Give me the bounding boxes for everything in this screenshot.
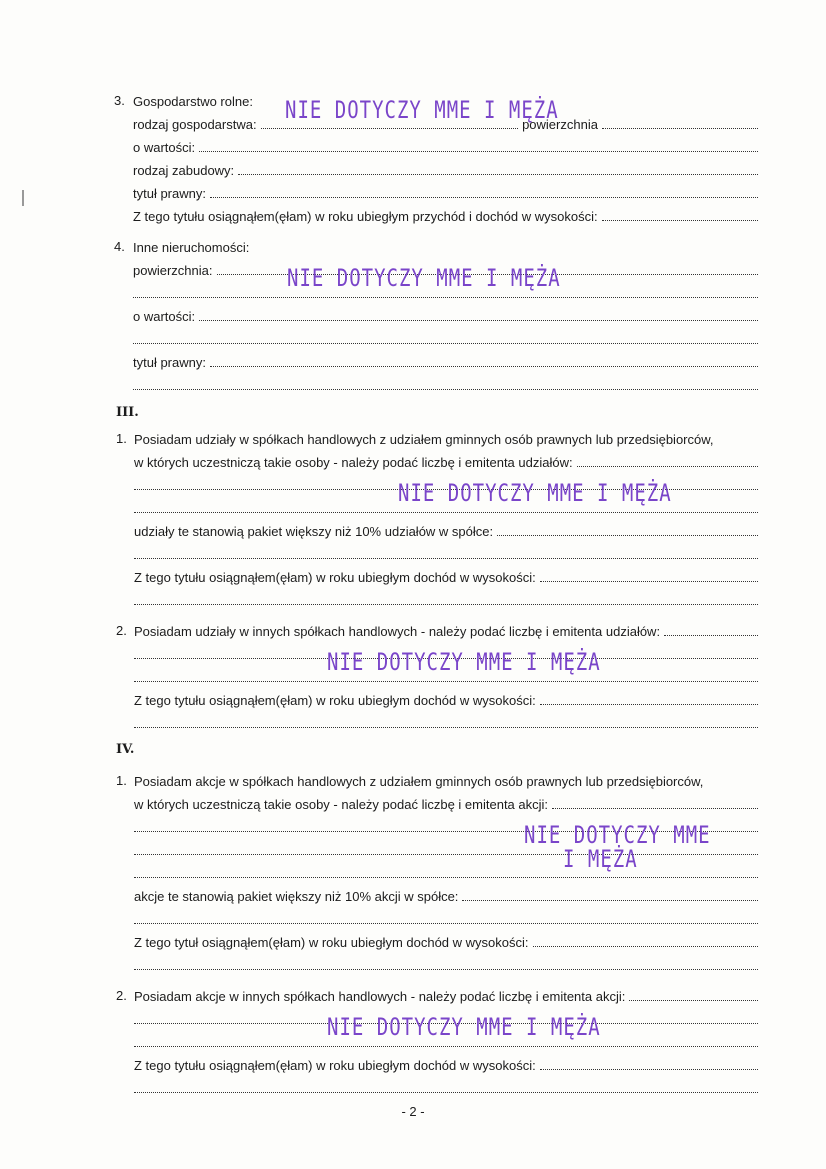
farm-value-field[interactable]: [199, 139, 758, 152]
part-iv-q1-pakiet-field-2[interactable]: [134, 911, 758, 924]
part-iv-q1-income-row: Z tego tytuł osiągnąłem(ęłam) w roku ubiegłym dochód w wysokości:: [134, 934, 758, 952]
farm-type-row: rodzaj gospodarstwa: powierzchnia: [133, 116, 758, 134]
farm-heading: Gospodarstwo rolne:: [133, 94, 253, 109]
other-title-row: tytuł prawny:: [133, 354, 758, 372]
part-iv-q1-income-field-2[interactable]: [134, 957, 758, 970]
farm-area-field[interactable]: [602, 116, 758, 129]
part-iii-item-2-number: 2.: [116, 623, 127, 638]
part-iii-q2-field[interactable]: [664, 623, 758, 636]
part-iv-q2-income-row-2: [134, 1080, 758, 1098]
handwritten-part-iii-q2-note: NIE DOTYCZY MME I MĘŻA: [327, 648, 601, 676]
part-iv-q1-field[interactable]: [552, 796, 758, 809]
other-title-field[interactable]: [210, 354, 758, 367]
part-iv-q1-pakiet-row-2: [134, 911, 758, 929]
handwritten-part-iv-q1-note-a: NIE DOTYCZY MME: [524, 821, 711, 849]
farm-buildings-field[interactable]: [238, 162, 758, 175]
part-iii-q2-line1: Posiadam udziały w innych spółkach handlowych - należy podać liczbę i emitenta udziałów:: [134, 623, 758, 641]
part-iii-q1-pakiet-row: udziały te stanowią pakiet większy niż 10% udziałów w spółce:: [134, 523, 758, 541]
part-iv-q2-income-field-2[interactable]: [134, 1080, 758, 1093]
item-number-3: 3.: [114, 93, 125, 108]
part-iv-q1-line1: Posiadam akcje w spółkach handlowych z udziałem gminnych osób prawnych lub przedsiębiorców,: [134, 774, 704, 789]
part-iv-q2-field[interactable]: [629, 988, 758, 1001]
part-iii-q1-pakiet-field-2[interactable]: [134, 546, 758, 559]
other-area-row: powierzchnia:: [133, 262, 758, 280]
part-iv-item-2-number: 2.: [116, 988, 127, 1003]
other-title-row-2: [133, 377, 758, 395]
handwritten-part-iii-q1-note: NIE DOTYCZY MME I MĘŻA: [398, 479, 672, 507]
farm-income-field[interactable]: [602, 208, 758, 221]
page-number: - 2 -: [401, 1104, 425, 1119]
part-iv-q1-pakiet-row: akcje te stanowią pakiet większy niż 10% akcji w spółce:: [134, 888, 758, 906]
other-property-heading: Inne nieruchomości:: [133, 240, 250, 255]
other-value-row-2: [133, 331, 758, 349]
part-iii-q1-income-field[interactable]: [540, 569, 758, 582]
part-iii-q1-income-row-2: [134, 592, 758, 610]
part-iv-q1-field-c[interactable]: [134, 865, 758, 878]
part-iv-q2-line1: Posiadam akcje w innych spółkach handlowych - należy podać liczbę i emitenta akcji:: [134, 988, 758, 1006]
farm-value-row: o wartości:: [133, 139, 758, 157]
farm-title-row: tytuł prawny:: [133, 185, 758, 203]
other-value-row: o wartości:: [133, 308, 758, 326]
part-iv-heading: IV.: [116, 742, 135, 757]
part-iv-q2-income-row: Z tego tytułu osiągnąłem(ęłam) w roku ubiegłym dochód w wysokości:: [134, 1057, 758, 1075]
part-iii-q2-income-row: Z tego tytułu osiągnąłem(ęłam) w roku ubiegłym dochód w wysokości:: [134, 692, 758, 710]
farm-income-row: Z tego tytułu osiągnąłem(ęłam) w roku ubiegłym przychód i dochód w wysokości:: [133, 208, 758, 226]
handwritten-farm-note: NIE DOTYCZY MME I MĘŻA: [285, 96, 559, 124]
part-iii-q1-field[interactable]: [577, 454, 758, 467]
part-iv-q1-income-field[interactable]: [533, 934, 758, 947]
part-iii-q1-pakiet-row-2: [134, 546, 758, 564]
handwritten-other-property-note: NIE DOTYCZY MME I MĘŻA: [287, 264, 561, 292]
part-iii-q2-income-row-2: [134, 715, 758, 733]
part-iv-q2-income-field[interactable]: [540, 1057, 758, 1070]
part-iii-q1-line2: w których uczestniczą takie osoby - należy podać liczbę i emitenta udziałów:: [134, 454, 758, 472]
part-iv-q1-income-row-2: [134, 957, 758, 975]
part-iv-q1-line2: w których uczestniczą takie osoby - należy podać liczbę i emitenta akcji:: [134, 796, 758, 814]
scan-edge-mark: [22, 190, 24, 206]
handwritten-part-iv-q2-note: NIE DOTYCZY MME I MĘŻA: [327, 1013, 601, 1041]
part-iii-q1-line1: Posiadam udziały w spółkach handlowych z udziałem gminnych osób prawnych lub przedsiębiorców,: [134, 432, 714, 447]
other-value-field[interactable]: [199, 308, 758, 321]
handwritten-part-iv-q1-note-b: I MĘŻA: [563, 845, 638, 873]
part-iii-q2-income-field-2[interactable]: [134, 715, 758, 728]
farm-title-field[interactable]: [210, 185, 758, 198]
part-iv-q1-pakiet-field[interactable]: [462, 888, 758, 901]
item-number-4: 4.: [114, 239, 125, 254]
part-iv-q1-row-c: [134, 865, 758, 883]
part-iii-item-1-number: 1.: [116, 431, 127, 446]
farm-buildings-row: rodzaj zabudowy:: [133, 162, 758, 180]
part-iii-q2-income-field[interactable]: [540, 692, 758, 705]
other-value-field-2[interactable]: [133, 331, 758, 344]
other-title-field-2[interactable]: [133, 377, 758, 390]
part-iii-q1-pakiet-field[interactable]: [497, 523, 758, 536]
part-iii-q1-income-row: Z tego tytułu osiągnąłem(ęłam) w roku ubiegłym dochód w wysokości:: [134, 569, 758, 587]
part-iii-heading: III.: [116, 405, 139, 420]
part-iv-item-1-number: 1.: [116, 773, 127, 788]
part-iii-q1-income-field-2[interactable]: [134, 592, 758, 605]
